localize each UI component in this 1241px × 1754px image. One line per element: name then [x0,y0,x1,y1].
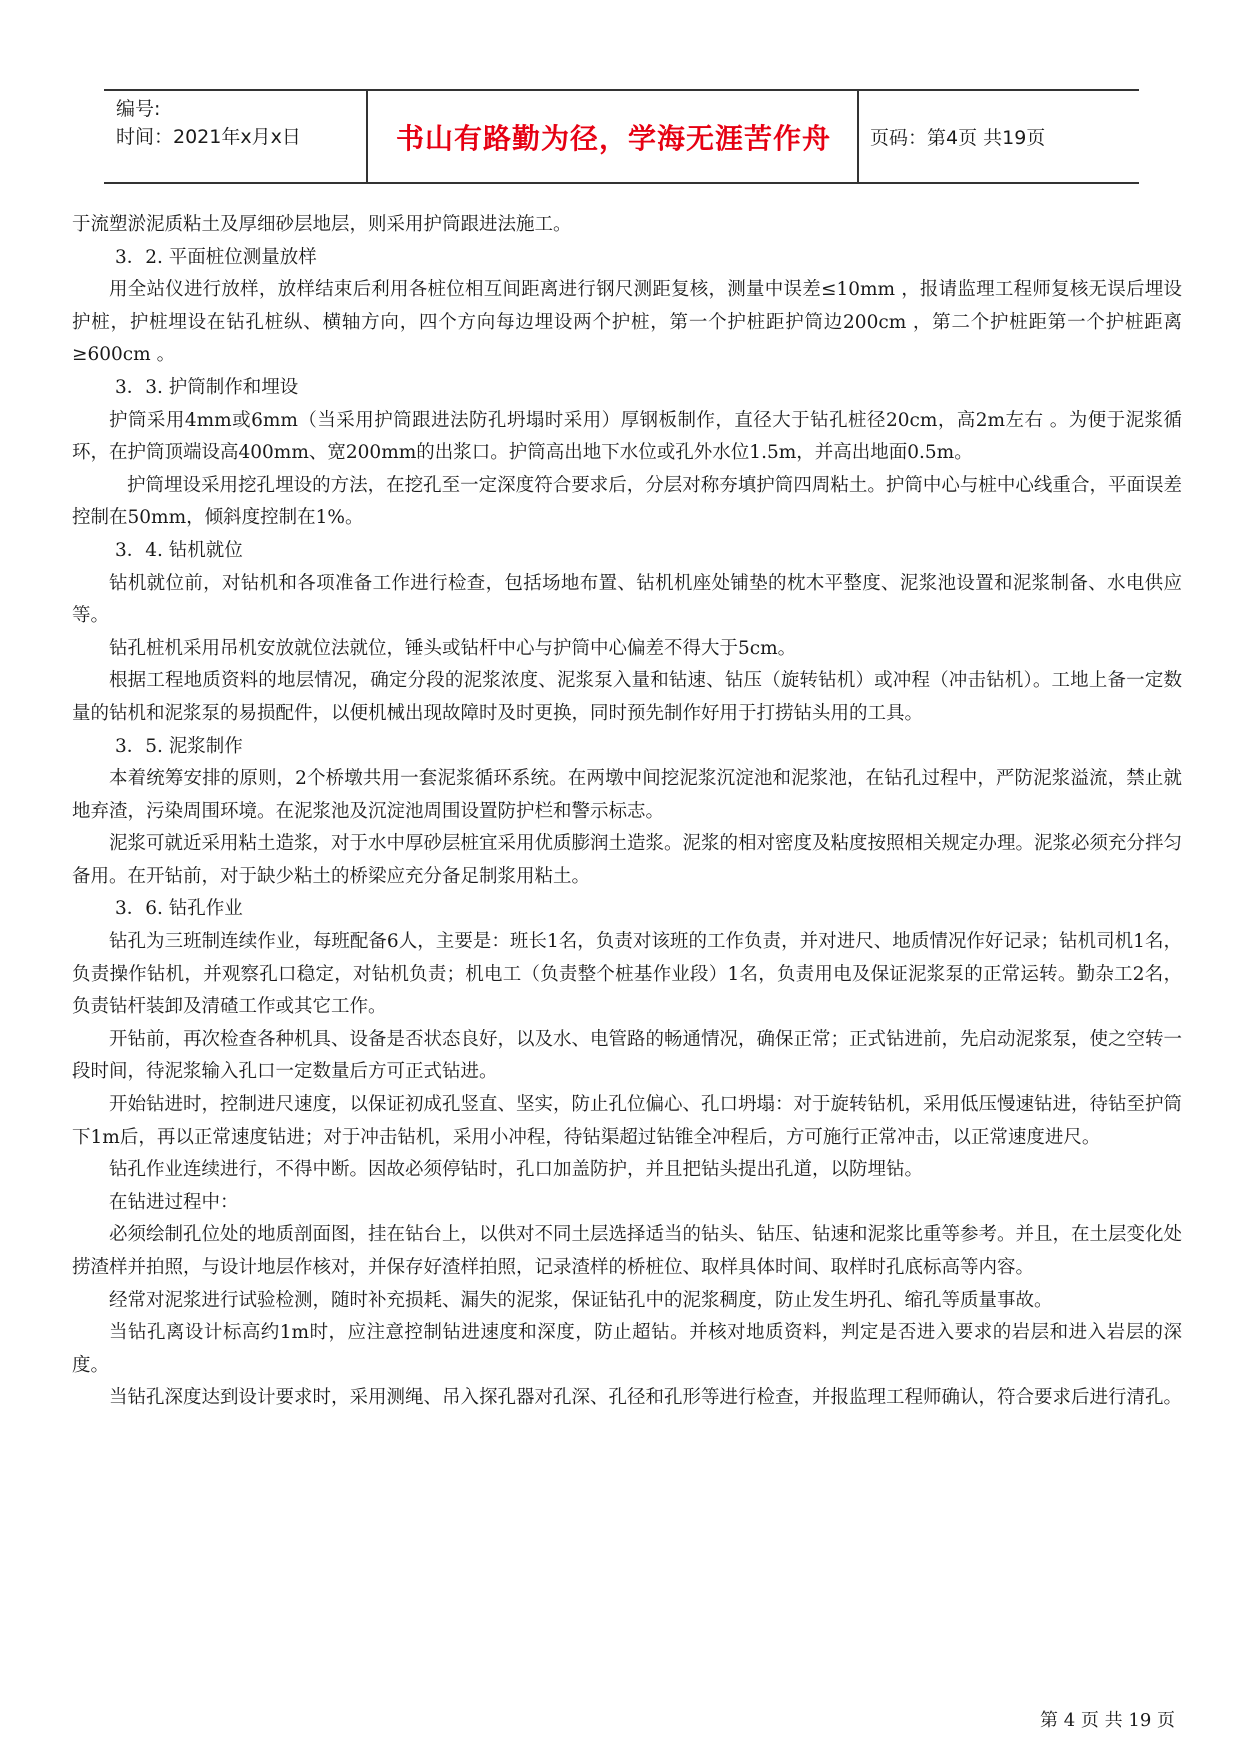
body-paragraph: 钻孔作业连续进行，不得中断。因故必须停钻时，孔口加盖防护，并且把钻头提出孔道，以防埋钻。 [109,1159,924,1181]
body-paragraph: 开始钻进时，控制进尺速度，以保证初成孔竖直、坚实，防止孔位偏心、孔口坍塌：对于旋转钻机，采用低压慢速钻进，待钻至护筒下1m后，再以正常速度钻进；对于冲击钻机，采用小冲程，待钻渠超过钻锥全冲程后，方可施行正常冲击，以正常速度进尺。 [72,1094,1183,1148]
body-paragraph: 于流塑淤泥质粘土及厚细砂层地层，则采用护筒跟进法施工。 [72,214,572,235]
section-heading: 3．5. 泥浆制作 [115,735,243,757]
body-paragraph: 经常对泥浆进行试验检测，随时补充损耗、漏失的泥浆，保证钻孔中的泥浆稠度，防止发生坍孔、缩孔等质量事故。 [109,1289,1053,1311]
body-paragraph: 护筒埋设采用挖孔埋设的方法，在挖孔至一定深度符合要求后，分层对称夯填护筒四周粘土。护筒中心与桩中心线重合，平面误差控制在50mm，倾斜度控制在1%。 [72,474,1182,529]
serial-label: 编号: [116,98,161,120]
section-heading: 3．3. 护筒制作和埋设 [115,376,299,398]
header-meta [116,95,301,151]
document-body [72,209,1182,1415]
header-divider-right [857,91,859,182]
section-heading: 3．4. 钻机就位 [115,539,243,561]
body-paragraph: 本着统筹安排的原则，2个桥墩共用一套泥浆循环系统。在两墩中间挖泥浆沉淀池和泥浆池，在钻孔过程中，严防泥浆溢流，禁止就地弃渣，污染周围环境。在泥浆池及沉淀池周围设置防护栏和警示标志。 [72,768,1182,822]
header-motto: 书山有路勤为径，学海无涯苦作舟 [395,121,831,155]
body-paragraph: 用全站仪进行放样，放样结束后利用各桩位相互间距离进行钢尺测距复核，测量中误差≤10mm ，报请监理工程师复核无误后埋设护桩，护桩埋设在钻孔桩纵、横轴方向，四个方向每边埋设两个护桩，第一个护桩距护筒边200cm ，第二个护桩距第一个护桩距离≥600cm 。 [72,279,1182,366]
page-header [104,89,1139,184]
body-paragraph: 护筒采用4mm或6mm（当采用护筒跟进法防孔坍塌时采用）厚钢板制作，直径大于钻孔桩径20cm，高2m左右 。为便于泥浆循环，在护筒顶端设高400mm、宽200mm的出浆口。护筒高出地下水位或孔外水位1.5m，并高出地面0.5m。 [72,409,1182,464]
header-divider-left [366,91,368,182]
body-paragraph: 根据工程地质资料的地层情况，确定分段的泥浆浓度、泥浆泵入量和钻速、钻压（旋转钻机）或冲程（冲击钻机）。工地上备一定数量的钻机和泥浆泵的易损配件，以便机械出现故障时及时更换，同时预先制作好用于打捞钻头用的工具。 [72,670,1182,724]
body-paragraph: 当钻孔离设计标高约1m时，应注意控制钻进速度和深度，防止超钻。并核对地质资料，判定是否进入要求的岩层和进入岩层的深度。 [72,1322,1182,1376]
body-paragraph: 在钻进过程中： [109,1191,239,1213]
body-paragraph: 钻机就位前，对钻机和各项准备工作进行检查，包括场地布置、钻机机座处铺垫的枕木平整度、泥浆池设置和泥浆制备、水电供应等。 [72,572,1182,627]
body-paragraph: 钻孔为三班制连续作业，每班配备6人，主要是：班长1名，负责对该班的工作负责，并对进尺、地质情况作好记录；钻机司机1名，负责操作钻机，并观察孔口稳定，对钻机负责；机电工（负责整个桩基作业段）1名，负责用电及保证泥浆泵的正常运转。勤杂工2名，负责钻杆装卸及清碴工作或其它工作。 [72,931,1182,1018]
section-heading: 3．6. 钻孔作业 [115,898,243,920]
body-paragraph: 泥浆可就近采用粘土造浆，对于水中厚砂层桩宜采用优质膨润土造浆。泥浆的相对密度及粘度按照相关规定办理。泥浆必须充分拌匀备用。在开钻前，对于缺少粘土的桥梁应充分备足制浆用粘土。 [72,833,1183,887]
page-footer: 第 4 页 共 19 页 [1040,1710,1175,1731]
body-paragraph: 开钻前，再次检查各种机具、设备是否状态良好，以及水、电管路的畅通情况，确保正常；正式钻进前，先启动泥浆泵，使之空转一段时间，待泥浆输入孔口一定数量后方可正式钻进。 [72,1028,1183,1083]
section-heading: 3．2. 平面桩位测量放样 [115,246,317,268]
body-paragraph: 当钻孔深度达到设计要求时，采用测绳、吊入探孔器对孔深、孔径和孔形等进行检查，并报监理工程师确认，符合要求后进行清孔。 [109,1387,1183,1409]
body-paragraph: 钻孔桩机采用吊机安放就位法就位，锤头或钻杆中心与护筒中心偏差不得大于5cm。 [109,637,797,659]
body-paragraph: 必须绘制孔位处的地质剖面图，挂在钻台上，以供对不同土层选择适当的钻头、钻压、钻速和泥浆比重等参考。并且，在土层变化处捞渣样并拍照，与设计地层作核对，并保存好渣样拍照，记录渣样的桥桩位、取样具体时间、取样时孔底标高等内容。 [72,1224,1183,1278]
header-page-info: 页码：第4页 共19页 [870,127,1046,149]
time-label: 时间：2021年x月x日 [116,126,301,148]
